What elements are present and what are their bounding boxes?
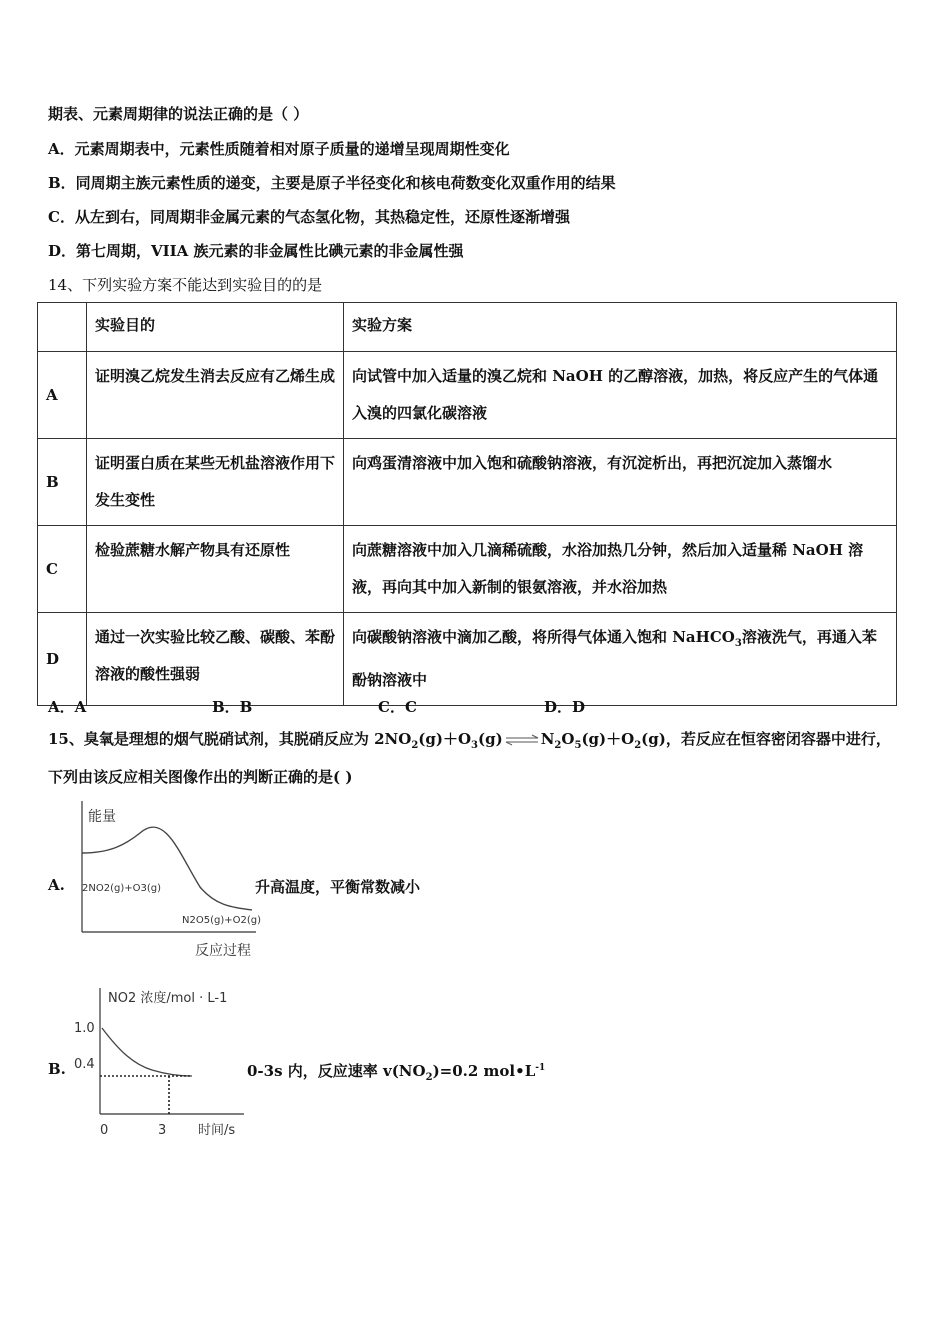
energy-diagram — [70, 795, 270, 965]
q13-option-a: A．元素周期表中，元素性质随着相对原子质量的递增呈现周期性变化 — [48, 140, 510, 158]
row-key: D — [38, 613, 87, 706]
plan-text: 向碳酸钠溶液中滴加乙酸，将所得气体通入饱和 NaHCO — [352, 628, 735, 646]
row-goal: 通过一次实验比较乙酸、碳酸、苯酚溶液的酸性强弱 — [87, 613, 344, 706]
energy-axis-label: 能量 — [88, 809, 116, 825]
q14-option-a: A．A — [48, 698, 87, 716]
q14-options — [48, 696, 585, 717]
no2-axis-label: NO2 浓度/mol · L-1 — [108, 991, 228, 1006]
q15-option-b-statement: 0-3s 内，反应速率 $v(NO_2)=0.2$ $mol•L^{-1}$ — [247, 1062, 546, 1083]
q15-stem-text: ，若反应在恒容密闭容器中进行， — [665, 730, 891, 748]
q15-stem-text: N — [540, 730, 555, 748]
q15-stem-line2: 下列由该反应相关图像作出的判断正确的是( ) — [48, 768, 353, 786]
reaction-process-label: 反应过程 — [195, 943, 251, 959]
x-tick-label: 0 — [100, 1123, 109, 1138]
row-goal: 证明蛋白质在某些无机盐溶液作用下发生变性 — [87, 439, 344, 526]
products-label: N2O5(g)+O2(g) — [182, 915, 261, 926]
row-key: B — [38, 439, 87, 526]
table-row — [38, 439, 897, 526]
x-tick-label: 3 — [158, 1123, 167, 1138]
table-row — [38, 526, 897, 613]
table-header-cell — [38, 303, 87, 352]
statement-superscript: -1 — [535, 1063, 546, 1073]
statement-text: )=0.2 mol•L — [432, 1062, 536, 1080]
q15-option-b-label: B. — [48, 1060, 66, 1078]
row-plan: 向蔗糖溶液中加入几滴稀硫酸，水浴加热几分钟，然后加入适量稀 NaOH 溶液，再向其中加入新制的银氨溶液，并水浴加热 — [344, 526, 897, 613]
row-key: A — [38, 352, 87, 439]
q14-option-c: C．C — [378, 698, 417, 716]
q15-stem: 15、臭氧是理想的烟气脱硝试剂，其脱硝反应为 $2NO_2(g)+O_3(g)$ $N_2O_5(g)+O_2(g)$，若反应在恒容密闭容器中进行， — [48, 730, 891, 751]
y-tick-label: 1.0 — [74, 1021, 95, 1036]
concentration-chart — [72, 982, 252, 1142]
table-row — [38, 613, 897, 706]
table-row — [38, 352, 897, 439]
table-header-cell: 实验目的 — [87, 303, 344, 352]
q15-stem-text: 15、臭氧是理想的烟气脱硝试剂，其脱硝反应为 2NO — [48, 730, 412, 748]
row-goal: 证明溴乙烷发生消去反应有乙烯生成 — [87, 352, 344, 439]
time-axis-label: 时间/s — [198, 1123, 236, 1138]
row-plan: 向试管中加入适量的溴乙烷和 NaOH 的乙醇溶液，加热，将反应产生的气体通入溴的四氯化碳溶液 — [344, 352, 897, 439]
y-tick-label: 0.4 — [74, 1057, 95, 1072]
q13-option-c: C．从左到右，同周期非金属元素的气态氢化物，其热稳定性，还原性逐渐增强 — [48, 208, 570, 226]
plan-subscript: 3 — [734, 638, 742, 649]
row-plan: 向鸡蛋清溶液中加入饱和硫酸钠溶液，有沉淀析出，再把沉淀加入蒸馏水 — [344, 439, 897, 526]
table-header-cell: 实验方案 — [344, 303, 897, 352]
plan-text: 溶液洗气，再通入苯酚钠溶液中 — [352, 628, 877, 689]
row-goal: 检验蔗糖水解产物具有还原性 — [87, 526, 344, 613]
equilibrium-arrow-icon — [504, 734, 540, 746]
q13-option-b: B．同周期主族元素性质的递变，主要是原子半径变化和核电荷数变化双重作用的结果 — [48, 174, 616, 192]
q14-stem: 14、下列实验方案不能达到实验目的的是 — [48, 276, 323, 294]
reactants-label: 2NO2(g)+O3(g) — [82, 883, 161, 894]
experiment-table — [37, 302, 897, 706]
row-key: C — [38, 526, 87, 613]
q15-option-a-statement: 升高温度，平衡常数减小 — [255, 878, 421, 896]
q13-option-d: D．第七周期，VIIA 族元素的非金属性比碘元素的非金属性强 — [48, 242, 464, 260]
q13-stem: 期表、元素周期律的说法正确的是（ ） — [48, 105, 309, 123]
row-plan — [344, 613, 897, 706]
statement-text: 0-3s 内，反应速率 v(NO — [247, 1062, 426, 1080]
q14-option-b: B．B — [212, 698, 253, 716]
q15-option-a-label: A. — [48, 876, 65, 894]
table-header-row — [38, 303, 897, 352]
q14-option-d: D．D — [544, 698, 586, 716]
